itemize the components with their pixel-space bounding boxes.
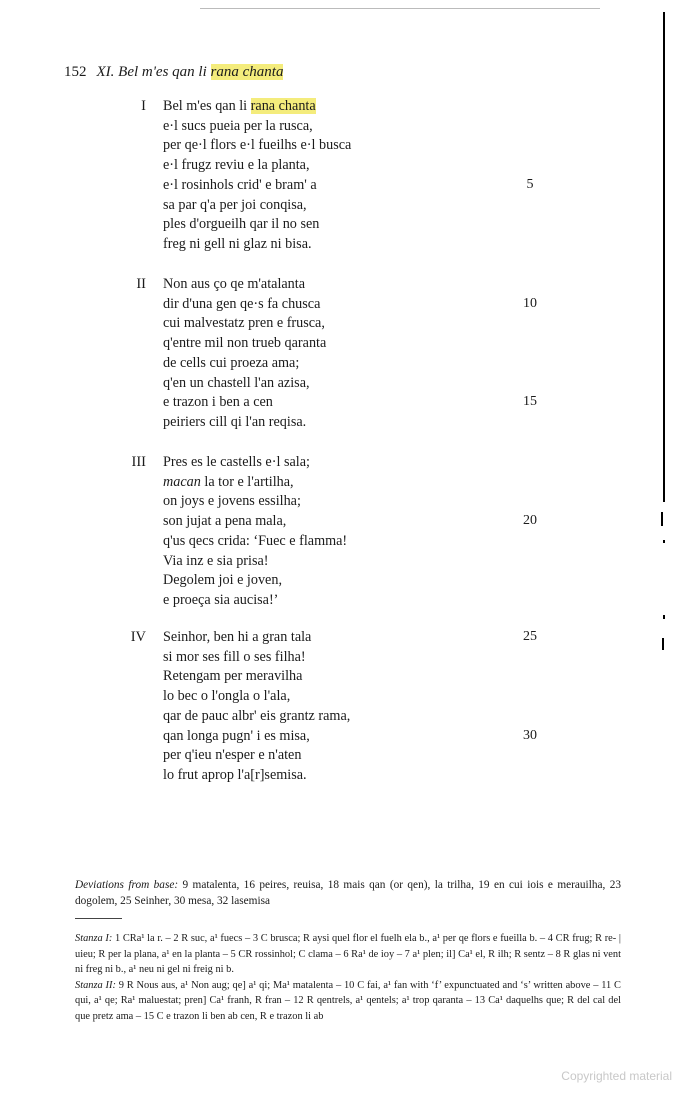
scan-edge-right-mark — [662, 638, 664, 650]
page-number: 152 — [64, 64, 87, 80]
verse-line: macan la tor e l'artilha, — [163, 473, 294, 490]
verse-line: peiriers cill qi l'an reqisa. — [163, 413, 307, 430]
verse-line: qan longa pugn' i es misa, — [163, 727, 310, 744]
apparatus-notes — [75, 931, 621, 1024]
deviations-text: 9 matalenta, 16 peires, reuisa, 18 mais qan (or qen), la trilha, 19 en cui iois e merauilha, 23 dogolem, 25 Seinher, 30 mesa, 32 lasemisa — [75, 879, 622, 907]
verse-line: e·l frugz reviu e la planta, — [163, 157, 310, 174]
verse-line: per qe·l flors e·l fueilhs e·l busca — [163, 137, 352, 154]
verse-line: sa par q'a per joi conqisa, — [163, 196, 307, 213]
scan-edge-top — [200, 8, 600, 9]
deviations-label: Deviations from base: — [75, 879, 179, 891]
verse-line: per q'ieu n'esper e n'aten — [163, 747, 302, 764]
verse-line: Retengam per meravilha — [163, 668, 303, 685]
verse-line: si mor ses fill o ses filha! — [163, 648, 306, 665]
footnote-rule — [75, 918, 122, 919]
line-number: 5 — [526, 176, 534, 192]
line-number: 30 — [523, 727, 537, 743]
verse-line: Seinhor, ben hi a gran tala — [163, 629, 312, 645]
scan-edge-right-mark — [661, 512, 663, 526]
verse-line: e·l sucs pueia per la rusca, — [163, 117, 313, 134]
verse-line: e·l rosinhols crid' e bram' a — [163, 176, 317, 193]
verse-line: on joys e jovens essilha; — [163, 493, 301, 510]
line-number: 10 — [523, 295, 537, 311]
verse-line: e proeça sia aucisa!’ — [163, 591, 279, 608]
search-highlight: rana chanta — [210, 64, 284, 80]
verse-line: Non aus ço qe m'atalanta — [163, 276, 306, 292]
verse-line: q'en un chastell l'an azisa, — [163, 374, 310, 391]
verse-line: Degolem joi e joven, — [163, 572, 282, 589]
verse-line: cui malvestatz pren e frusca, — [163, 315, 325, 332]
scan-edge-right-mark — [663, 615, 665, 619]
stanza-label: II — [136, 276, 146, 292]
verse-line: Pres es le castells e·l sala; — [163, 454, 310, 470]
stanza-label: I — [141, 98, 146, 114]
verse-line: q'entre mil non trueb qaranta — [163, 335, 327, 352]
verse-line: Bel m'es qan li rana chanta — [163, 98, 316, 114]
verse-line: lo bec o l'ongla o l'ala, — [163, 688, 291, 705]
apparatus-note: Stanza II: 9 R Nous aus, a¹ Non aug; qe] a¹ qi; Ma¹ matalenta – 10 C fai, a¹ fan with ‘f’ expunctuated and ‘s’ written above – 11 C qui, a¹ qe; Ra¹ maluestat; pren] Ca¹ franh, R fran – 12 R qentrels, a¹ qentels; a¹ trop qaranta – 13 Ca¹ daquelhs que; R del cal del que pretz ama – 15 C e trazon li ben ab cen, R e trazon li ab — [75, 979, 621, 1022]
verse-line: qar de pauc albr' eis grantz rama, — [163, 707, 351, 724]
verse-line: lo frut aprop l'a[r]semisa. — [163, 766, 307, 783]
verse-line: son jujat a pena mala, — [163, 513, 287, 530]
verse-line: e trazon i ben a cen — [163, 394, 273, 411]
copyright-watermark: Copyrighted material — [561, 1069, 672, 1083]
verse-line: freg ni gell ni glaz ni bisa. — [163, 235, 312, 252]
verse-line: dir d'una gen qe·s fa chusca — [163, 295, 321, 312]
verse-line: de cells cui proeza ama; — [163, 354, 300, 371]
stanza-label: IV — [130, 629, 146, 645]
verse-line: ples d'orgueilh qar il no sen — [163, 216, 320, 233]
verse-line: q'us qecs crida: ‘Fuec e flamma! — [163, 532, 348, 549]
line-number: 25 — [523, 629, 537, 644]
verse-line: Via inz e sia prisa! — [163, 552, 269, 569]
deviations-note — [75, 877, 621, 909]
page-header — [64, 64, 283, 81]
stanza-label: III — [131, 454, 146, 470]
scan-edge-right — [663, 12, 665, 502]
apparatus-note: Stanza I: 1 CRa¹ la r. – 2 R suc, a¹ fuecs – 3 C brusca; R aysi quel flor el fuelh ela b., a¹ per qe flors e fueilla b. – 4 CR frug; R re- | uieu; R per la plana, a¹ en la planta – 5 CR rossinhol; C clama – 6 Ra¹ de ioy – 7 a¹ plen; il] Ca¹ el, R ilh; R sentz – 8 R glas ni vent ni freg ni b., a¹ neu ni gel ni freig ni b. — [75, 933, 621, 975]
scan-edge-right-mark — [663, 540, 665, 543]
page-title: XI. Bel m'es qan li rana chanta — [96, 64, 284, 80]
search-highlight: rana chanta — [250, 98, 316, 114]
line-number: 20 — [523, 513, 537, 529]
line-number: 15 — [523, 394, 537, 410]
